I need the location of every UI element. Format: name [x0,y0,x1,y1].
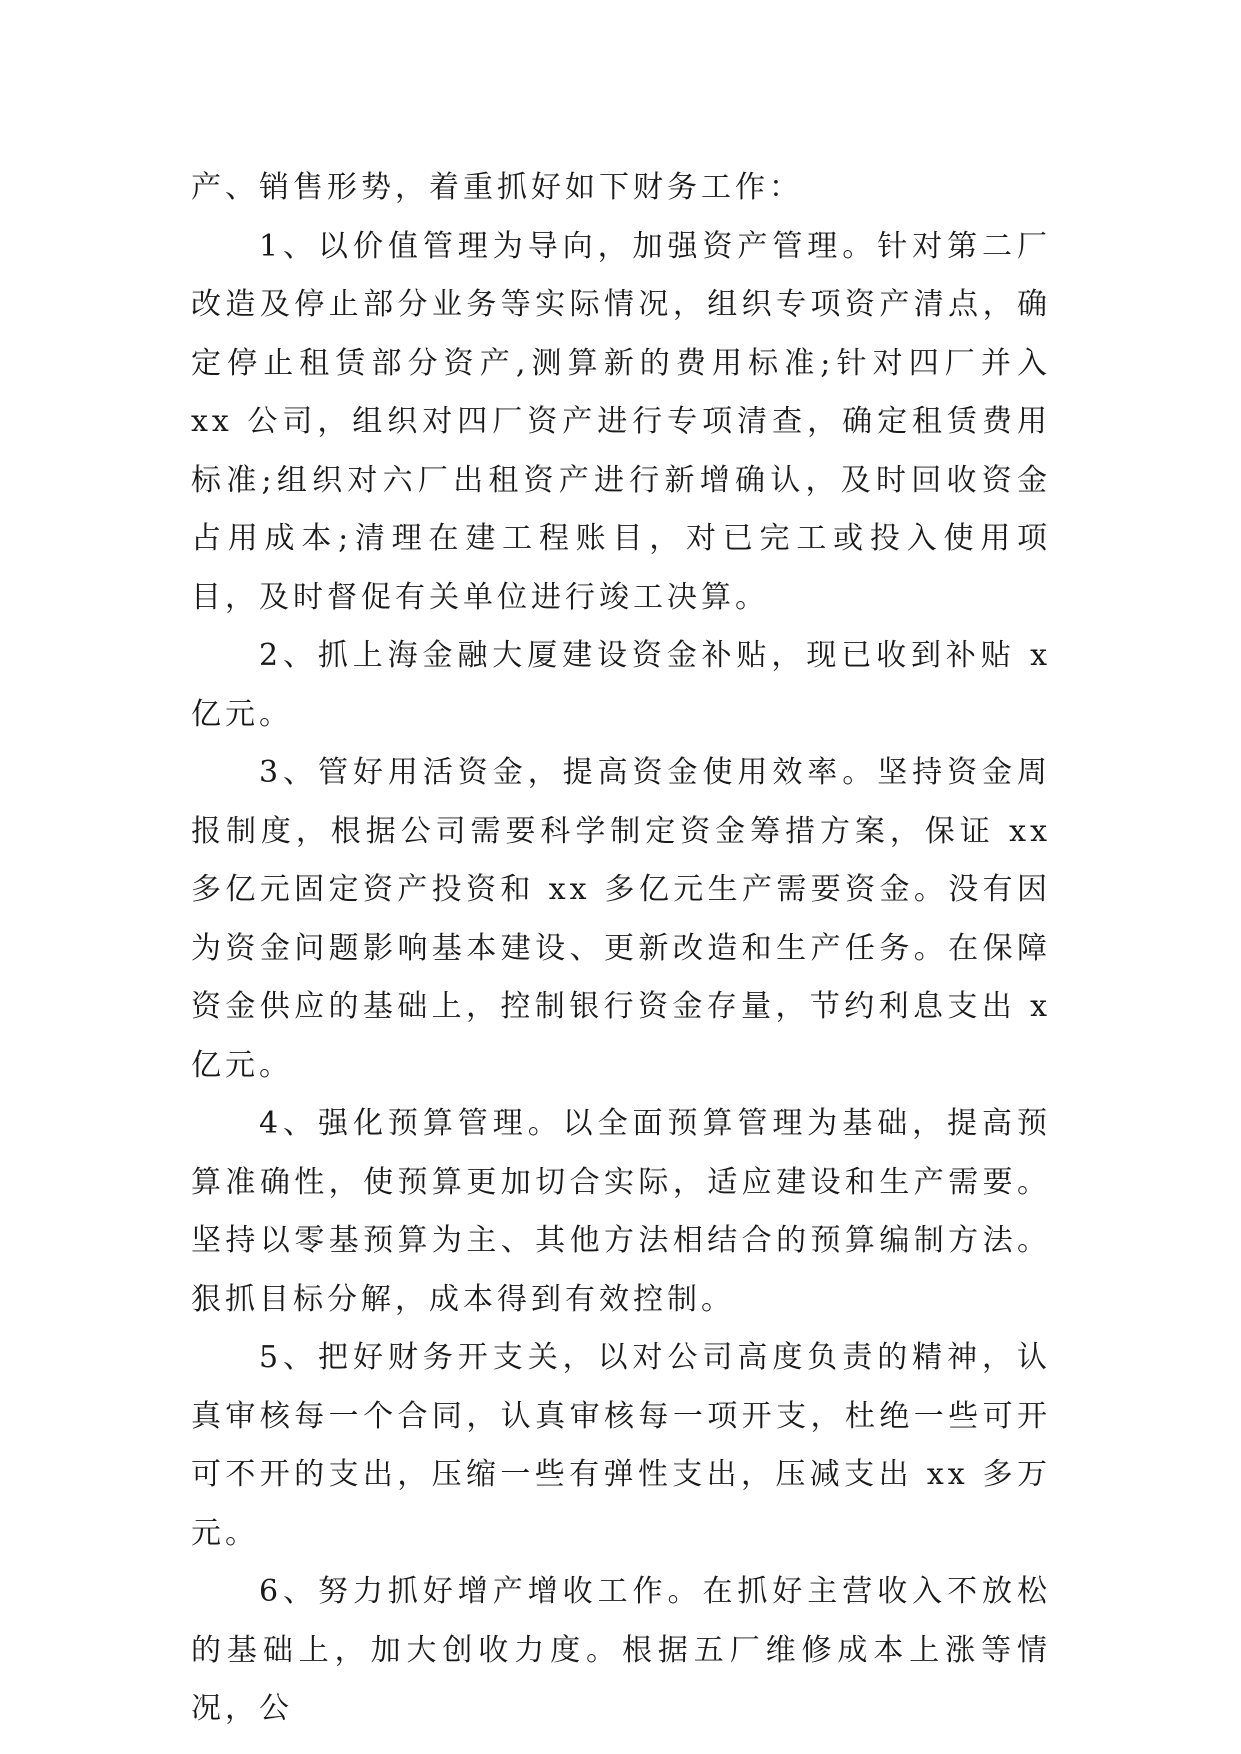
paragraph-item-5: 5、把好财务开支关，以对公司高度负责的精神，认真审核每一个合同，认真审核每一项开支，杜绝一些可开可不开的支出，压缩一些有弹性支出，压减支出 xx 多万元。 [191,1340,1051,1551]
paragraph-item-6: 6、努力抓好增产增收工作。在抓好主营收入不放松的基础上，加大创收力度。根据五厂维修成本上涨等情况，公 [191,1574,1051,1726]
paragraph-item-3: 3、管好用活资金，提高资金使用效率。坚持资金周报制度，根据公司需要科学制定资金筹措方案，保证 xx 多亿元固定资产投资和 xx 多亿元生产需要资金。没有因为资金问题影响基本建设、更新改造和生产任务。在保障资金供应的基础上，控制银行资金存量，节约利息支出 x 亿元。 [191,755,1051,1083]
paragraph-item-1: 1、以价值管理为导向，加强资产管理。针对第二厂改造及停止部分业务等实际情况，组织专项资产清点，确定停止租赁部分资产,测算新的费用标准;针对四厂并入 xx 公司，组织对四厂资产进行专项清查，确定租赁费用标准;组织对六厂出租资产进行新增确认，及时回收资金占用成本;清理在建工程账目，对已完工或投入使用项目，及时督促有关单位进行竣工决算。 [191,228,1051,615]
paragraph-continuation: 产、销售形势，着重抓好如下财务工作： [191,170,803,205]
document-body [191,159,1051,1739]
paragraph-item-2: 2、抓上海金融大厦建设资金补贴，现已收到补贴 x 亿元。 [191,638,1051,732]
paragraph-item-4: 4、强化预算管理。以全面预算管理为基础，提高预算准确性，使预算更加切合实际，适应建设和生产需要。坚持以零基预算为主、其他方法相结合的预算编制方法。狠抓目标分解，成本得到有效控制。 [191,1106,1051,1317]
